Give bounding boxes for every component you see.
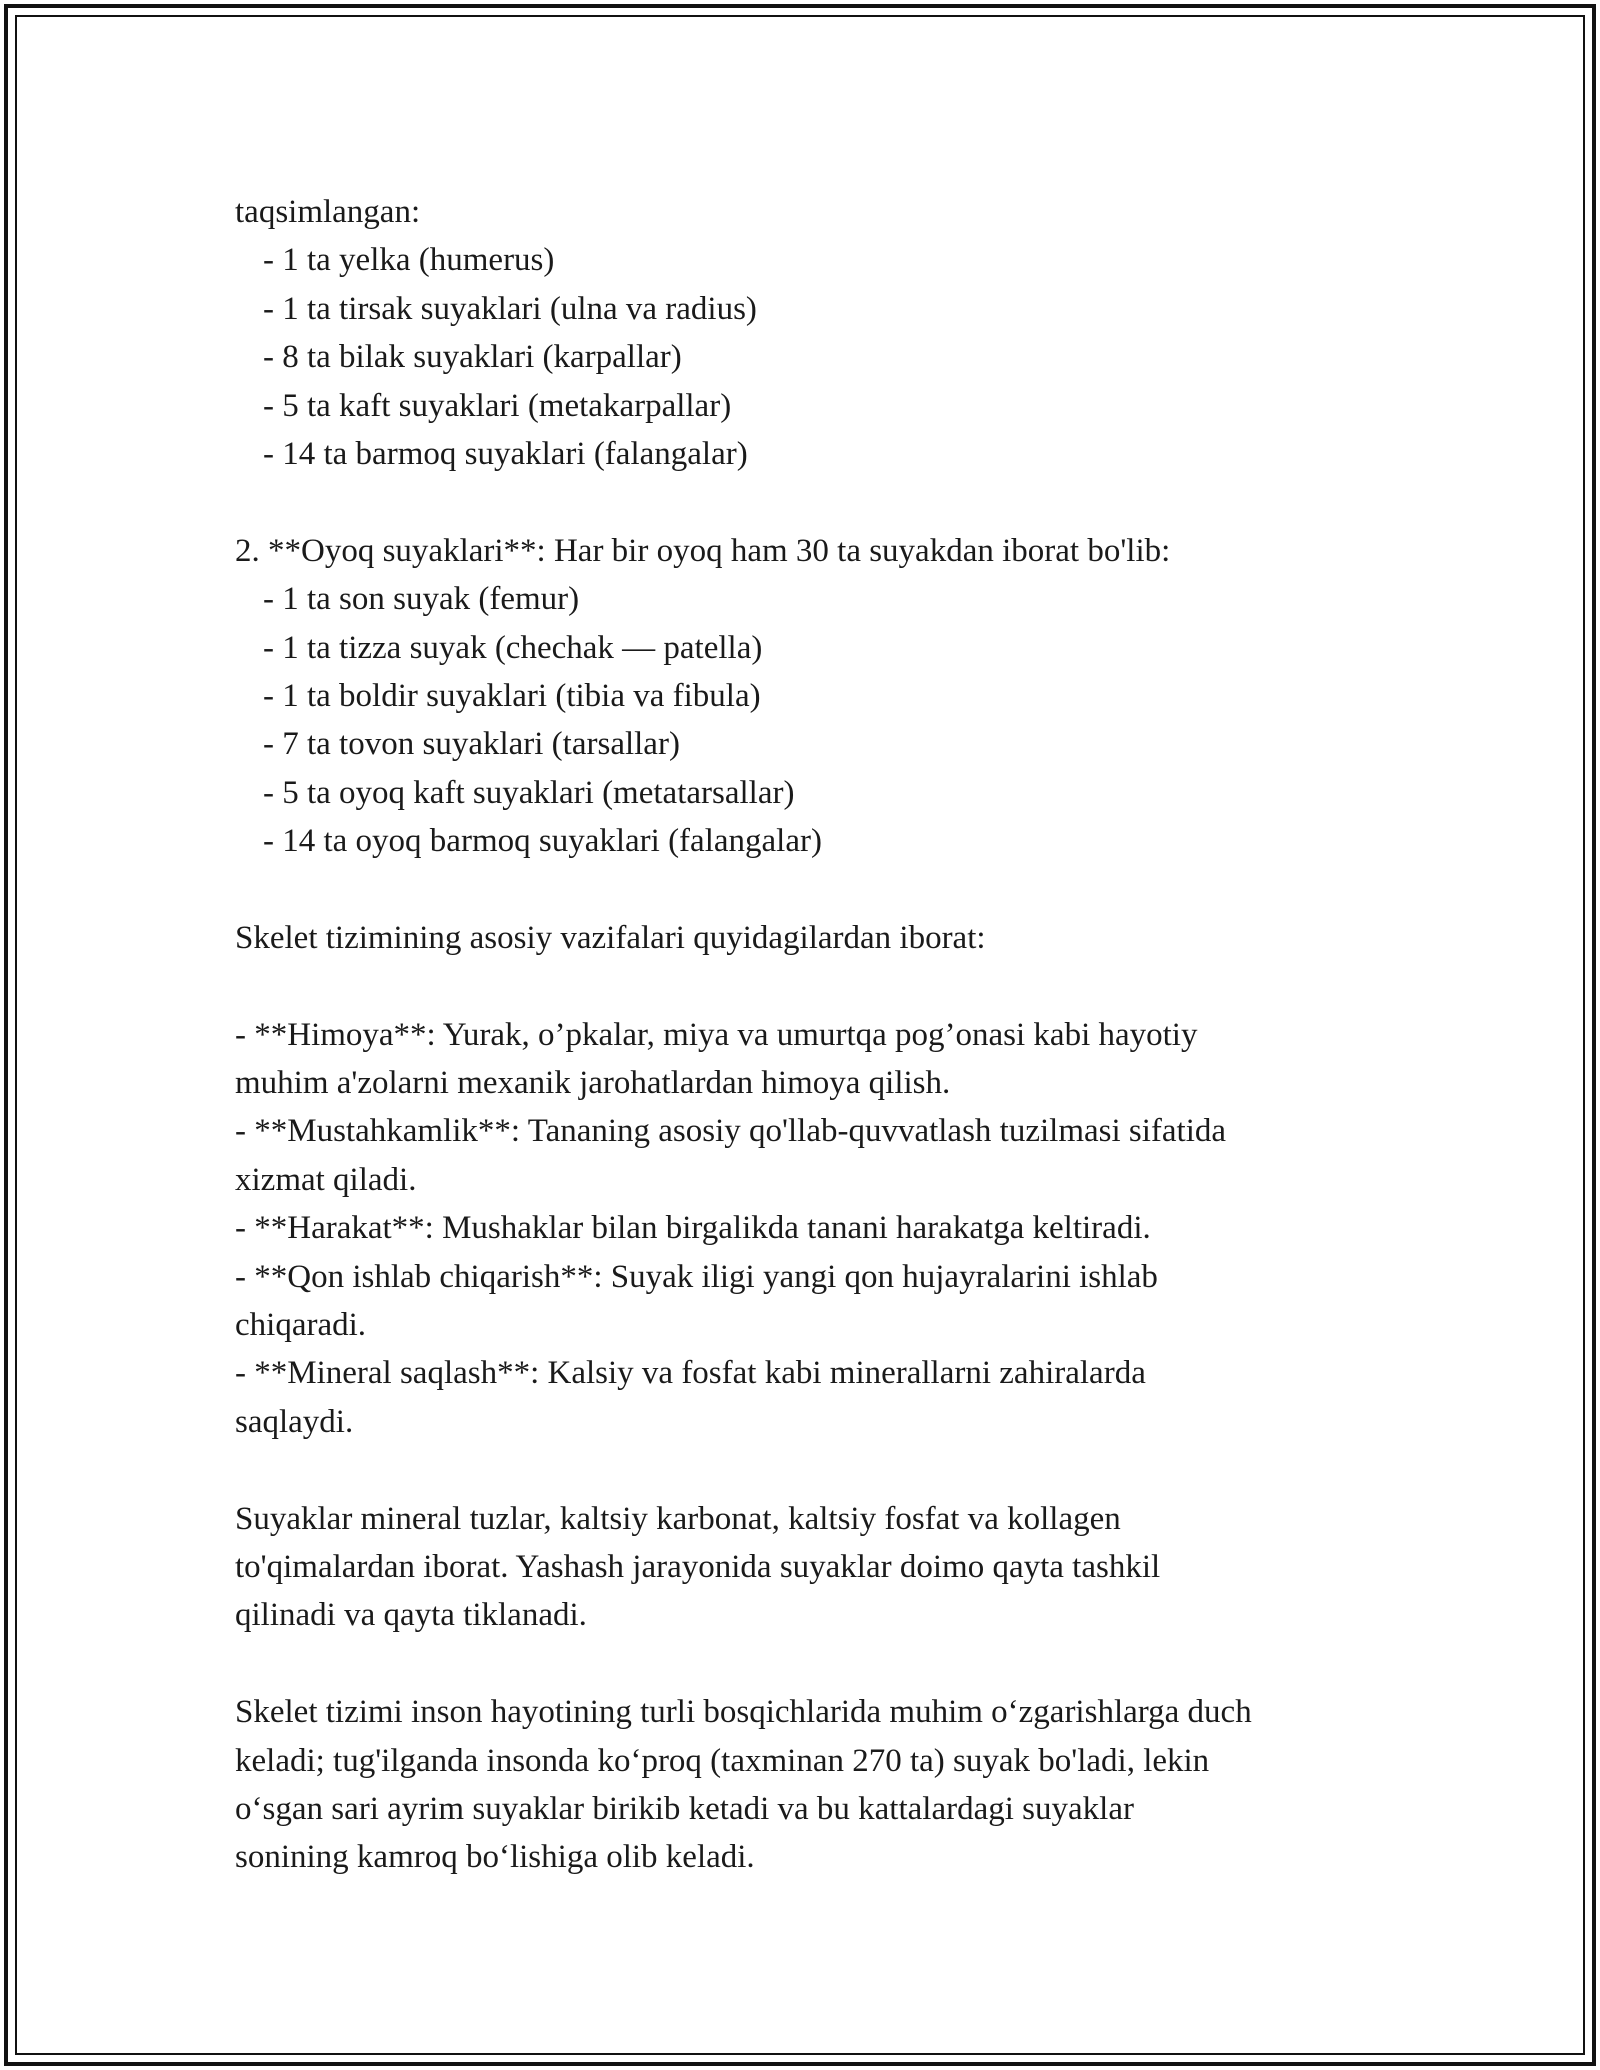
spacer: [235, 1446, 1375, 1494]
list-item: - 1 ta tizza suyak (chechak — patella): [263, 629, 763, 666]
paragraph-line: muhim a'zolarni mexanik jarohatlardan himoya qilish.: [235, 1065, 951, 1102]
paragraph-line: - **Mineral saqlash**: Kalsiy va fosfat kabi minerallarni zahiralarda: [235, 1355, 1146, 1392]
document-body: [235, 188, 1375, 1882]
list-item: - 14 ta oyoq barmoq suyaklari (falangalar): [263, 823, 822, 860]
arm-bones-list: [235, 236, 1375, 478]
composition-paragraph: [235, 1495, 1375, 1640]
paragraph-line: o‘sgan sari ayrim suyaklar birikib ketadi va bu kattalardagi suyaklar: [235, 1790, 1134, 1827]
paragraph-line: Suyaklar mineral tuzlar, kaltsiy karbonat, kaltsiy fosfat va kollagen: [235, 1500, 1121, 1537]
paragraph-line: sonining kamroq bo‘lishiga olib keladi.: [235, 1839, 755, 1876]
paragraph-line: - **Qon ishlab chiqarish**: Suyak iligi yangi qon hujayralarini ishlab: [235, 1258, 1158, 1295]
paragraph-line: keladi; tug'ilganda insonda ko‘proq (taxminan 270 ta) suyak bo'ladi, lekin: [235, 1742, 1210, 1779]
paragraph-line: qilinadi va qayta tiklanadi.: [235, 1597, 587, 1634]
paragraph-line: - **Mustahkamlik**: Tananing asosiy qo'llab-quvvatlash tuzilmasi sifatida: [235, 1113, 1227, 1150]
paragraph-line: to'qimalardan iborat. Yashash jarayonida suyaklar doimo qayta tashkil: [235, 1548, 1161, 1585]
spacer: [235, 478, 1375, 526]
spacer: [235, 962, 1375, 1010]
paragraph-line: xizmat qiladi.: [235, 1161, 417, 1198]
growth-paragraph: [235, 1688, 1375, 1882]
list-item: - 1 ta son suyak (femur): [263, 581, 580, 618]
list-item: - 5 ta kaft suyaklari (metakarpallar): [263, 387, 732, 424]
paragraph-line: Skelet tizimi inson hayotining turli bosqichlarida muhim o‘zgarishlarga duch: [235, 1694, 1252, 1731]
list-item: - 7 ta tovon suyaklari (tarsallar): [263, 726, 680, 763]
leg-bones-heading: 2. **Oyoq suyaklari**: Har bir oyoq ham 30 ta suyakdan iborat bo'lib:: [235, 532, 1171, 569]
paragraph-line: - **Harakat**: Mushaklar bilan birgalikda tanani harakatga keltiradi.: [235, 1210, 1151, 1247]
list-item: - 1 ta tirsak suyaklari (ulna va radius): [263, 290, 757, 327]
list-item: - 8 ta bilak suyaklari (karpallar): [263, 339, 682, 376]
leg-bones-list: [235, 575, 1375, 865]
spacer: [235, 865, 1375, 913]
list-item: - 1 ta boldir suyaklari (tibia va fibula): [263, 677, 761, 714]
paragraph-line: - **Himoya**: Yurak, o’pkalar, miya va umurtqa pog’onasi kabi hayotiy: [235, 1016, 1198, 1053]
functions-list: [235, 1011, 1375, 1447]
paragraph-line: chiqaradi.: [235, 1306, 367, 1343]
intro-line: taqsimlangan:: [235, 194, 421, 230]
list-item: - 5 ta oyoq kaft suyaklari (metatarsallar): [263, 774, 795, 811]
spacer: [235, 1640, 1375, 1688]
list-item: - 14 ta barmoq suyaklari (falangalar): [263, 435, 748, 472]
functions-heading: Skelet tizimining asosiy vazifalari quyidagilardan iborat:: [235, 919, 986, 956]
list-item: - 1 ta yelka (humerus): [263, 242, 555, 279]
paragraph-line: saqlaydi.: [235, 1403, 354, 1440]
